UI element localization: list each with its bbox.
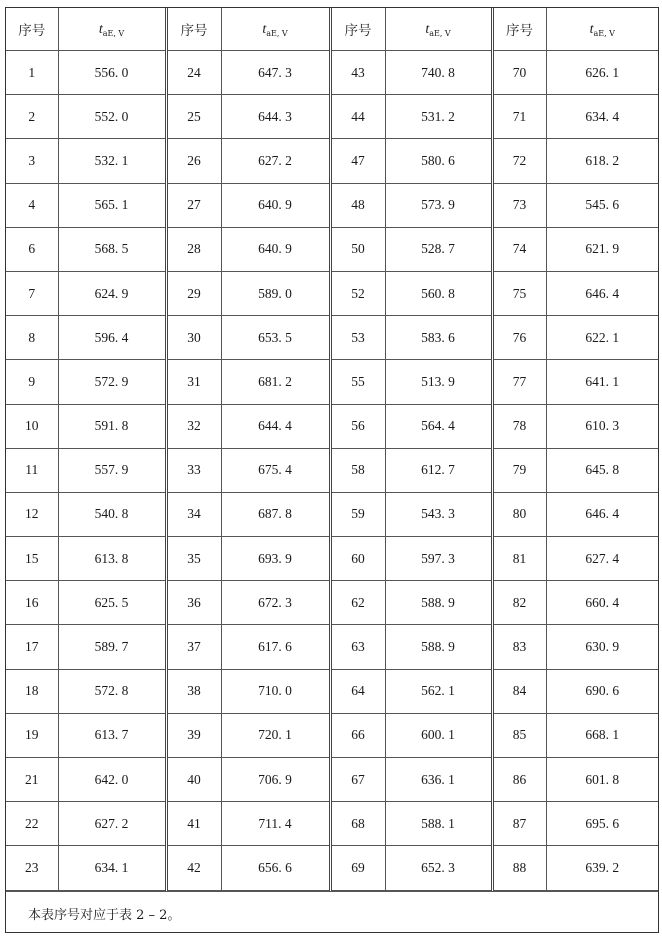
index-cell: 68 — [330, 802, 385, 846]
value-cell: 540. 8 — [58, 492, 166, 536]
value-cell: 545. 6 — [546, 183, 658, 227]
index-cell: 35 — [166, 537, 221, 581]
index-cell: 24 — [166, 51, 221, 95]
index-cell: 33 — [166, 448, 221, 492]
value-cell: 543. 3 — [385, 492, 492, 536]
index-cell: 64 — [330, 669, 385, 713]
table-row — [6, 625, 658, 669]
value-cell: 596. 4 — [58, 316, 166, 360]
value-cell: 634. 4 — [546, 95, 658, 139]
index-cell: 6 — [6, 227, 58, 271]
index-cell: 67 — [330, 758, 385, 802]
index-cell: 4 — [6, 183, 58, 227]
index-cell: 9 — [6, 360, 58, 404]
table-row — [6, 492, 658, 536]
index-cell: 15 — [6, 537, 58, 581]
value-cell: 557. 9 — [58, 448, 166, 492]
value-cell: 640. 9 — [221, 227, 330, 271]
index-cell: 58 — [330, 448, 385, 492]
value-cell: 668. 1 — [546, 713, 658, 757]
value-cell: 640. 9 — [221, 183, 330, 227]
value-cell: 583. 6 — [385, 316, 492, 360]
index-cell: 50 — [330, 227, 385, 271]
index-cell: 16 — [6, 581, 58, 625]
value-header: $t_{aE, V}$ — [221, 8, 330, 51]
index-cell: 34 — [166, 492, 221, 536]
value-cell: 613. 7 — [58, 713, 166, 757]
index-cell: 79 — [492, 448, 546, 492]
index-cell: 30 — [166, 316, 221, 360]
value-cell: 675. 4 — [221, 448, 330, 492]
value-cell: 644. 4 — [221, 404, 330, 448]
index-cell: 41 — [166, 802, 221, 846]
value-cell: 589. 0 — [221, 271, 330, 315]
value-cell: 711. 4 — [221, 802, 330, 846]
value-cell: 706. 9 — [221, 758, 330, 802]
index-cell: 48 — [330, 183, 385, 227]
index-cell: 47 — [330, 139, 385, 183]
value-cell: 693. 9 — [221, 537, 330, 581]
index-cell: 55 — [330, 360, 385, 404]
index-cell: 36 — [166, 581, 221, 625]
index-header: 序号 — [166, 8, 221, 51]
value-cell: 552. 0 — [58, 95, 166, 139]
table-row — [6, 139, 658, 183]
value-cell: 641. 1 — [546, 360, 658, 404]
value-cell: 646. 4 — [546, 271, 658, 315]
header-row — [6, 8, 658, 51]
value-cell: 565. 1 — [58, 183, 166, 227]
value-cell: 720. 1 — [221, 713, 330, 757]
index-cell: 77 — [492, 360, 546, 404]
value-cell: 627. 2 — [58, 802, 166, 846]
index-cell: 70 — [492, 51, 546, 95]
value-cell: 690. 6 — [546, 669, 658, 713]
value-cell: 589. 7 — [58, 625, 166, 669]
index-cell: 10 — [6, 404, 58, 448]
index-cell: 75 — [492, 271, 546, 315]
table-row — [6, 448, 658, 492]
index-cell: 39 — [166, 713, 221, 757]
value-cell: 626. 1 — [546, 51, 658, 95]
index-cell: 86 — [492, 758, 546, 802]
index-cell: 21 — [6, 758, 58, 802]
value-cell: 646. 4 — [546, 492, 658, 536]
value-cell: 645. 8 — [546, 448, 658, 492]
table-row — [6, 404, 658, 448]
value-cell: 647. 3 — [221, 51, 330, 95]
index-cell: 38 — [166, 669, 221, 713]
value-cell: 556. 0 — [58, 51, 166, 95]
index-cell: 1 — [6, 51, 58, 95]
table-row — [6, 802, 658, 846]
index-cell: 31 — [166, 360, 221, 404]
value-cell: 610. 3 — [546, 404, 658, 448]
index-cell: 84 — [492, 669, 546, 713]
index-cell: 26 — [166, 139, 221, 183]
value-cell: 652. 3 — [385, 846, 492, 890]
value-cell: 621. 9 — [546, 227, 658, 271]
index-cell: 40 — [166, 758, 221, 802]
value-cell: 687. 8 — [221, 492, 330, 536]
table-row — [6, 537, 658, 581]
table-row — [6, 51, 658, 95]
table-row — [6, 713, 658, 757]
index-cell: 56 — [330, 404, 385, 448]
index-cell: 3 — [6, 139, 58, 183]
value-cell: 653. 5 — [221, 316, 330, 360]
value-cell: 681. 2 — [221, 360, 330, 404]
index-cell: 60 — [330, 537, 385, 581]
value-cell: 612. 7 — [385, 448, 492, 492]
index-cell: 28 — [166, 227, 221, 271]
value-cell: 580. 6 — [385, 139, 492, 183]
value-cell: 630. 9 — [546, 625, 658, 669]
index-cell: 32 — [166, 404, 221, 448]
value-cell: 572. 8 — [58, 669, 166, 713]
table-footnote: 本表序号对应于表 2 – 2。 — [6, 891, 658, 931]
table-row — [6, 758, 658, 802]
value-cell: 627. 2 — [221, 139, 330, 183]
index-cell: 17 — [6, 625, 58, 669]
table-row — [6, 271, 658, 315]
value-cell: 588. 9 — [385, 625, 492, 669]
table-row — [6, 846, 658, 890]
index-cell: 52 — [330, 271, 385, 315]
index-cell: 88 — [492, 846, 546, 890]
value-cell: 660. 4 — [546, 581, 658, 625]
value-cell: 513. 9 — [385, 360, 492, 404]
table-row — [6, 581, 658, 625]
index-cell: 69 — [330, 846, 385, 890]
index-cell: 42 — [166, 846, 221, 890]
index-cell: 76 — [492, 316, 546, 360]
index-cell: 85 — [492, 713, 546, 757]
index-cell: 81 — [492, 537, 546, 581]
index-cell: 19 — [6, 713, 58, 757]
value-cell: 695. 6 — [546, 802, 658, 846]
table-row — [6, 316, 658, 360]
index-cell: 74 — [492, 227, 546, 271]
index-cell: 80 — [492, 492, 546, 536]
index-cell: 23 — [6, 846, 58, 890]
value-cell: 625. 5 — [58, 581, 166, 625]
value-cell: 531. 2 — [385, 95, 492, 139]
value-cell: 560. 8 — [385, 271, 492, 315]
value-cell: 564. 4 — [385, 404, 492, 448]
value-cell: 597. 3 — [385, 537, 492, 581]
index-cell: 22 — [6, 802, 58, 846]
index-cell: 37 — [166, 625, 221, 669]
value-cell: 591. 8 — [58, 404, 166, 448]
index-cell: 73 — [492, 183, 546, 227]
value-cell: 627. 4 — [546, 537, 658, 581]
value-cell: 562. 1 — [385, 669, 492, 713]
index-cell: 71 — [492, 95, 546, 139]
value-cell: 588. 9 — [385, 581, 492, 625]
index-cell: 59 — [330, 492, 385, 536]
index-header: 序号 — [330, 8, 385, 51]
index-cell: 25 — [166, 95, 221, 139]
index-header: 序号 — [492, 8, 546, 51]
value-cell: 601. 8 — [546, 758, 658, 802]
value-cell: 710. 0 — [221, 669, 330, 713]
index-header: 序号 — [6, 8, 58, 51]
value-cell: 624. 9 — [58, 271, 166, 315]
value-cell: 634. 1 — [58, 846, 166, 890]
index-cell: 82 — [492, 581, 546, 625]
value-cell: 588. 1 — [385, 802, 492, 846]
value-header: $t_{aE, V}$ — [546, 8, 658, 51]
value-cell: 600. 1 — [385, 713, 492, 757]
value-cell: 644. 3 — [221, 95, 330, 139]
index-cell: 66 — [330, 713, 385, 757]
value-cell: 528. 7 — [385, 227, 492, 271]
table-row — [6, 360, 658, 404]
index-cell: 83 — [492, 625, 546, 669]
value-cell: 622. 1 — [546, 316, 658, 360]
index-cell: 78 — [492, 404, 546, 448]
table-row — [6, 183, 658, 227]
data-table — [6, 8, 658, 891]
index-cell: 12 — [6, 492, 58, 536]
index-cell: 7 — [6, 271, 58, 315]
index-cell: 87 — [492, 802, 546, 846]
value-cell: 532. 1 — [58, 139, 166, 183]
value-cell: 642. 0 — [58, 758, 166, 802]
data-table-container — [5, 7, 659, 933]
value-cell: 636. 1 — [385, 758, 492, 802]
value-cell: 639. 2 — [546, 846, 658, 890]
index-cell: 53 — [330, 316, 385, 360]
value-cell: 572. 9 — [58, 360, 166, 404]
value-header: $t_{aE, V}$ — [58, 8, 166, 51]
value-cell: 740. 8 — [385, 51, 492, 95]
value-cell: 672. 3 — [221, 581, 330, 625]
index-cell: 62 — [330, 581, 385, 625]
index-cell: 8 — [6, 316, 58, 360]
index-cell: 27 — [166, 183, 221, 227]
index-cell: 29 — [166, 271, 221, 315]
index-cell: 2 — [6, 95, 58, 139]
value-cell: 568. 5 — [58, 227, 166, 271]
index-cell: 43 — [330, 51, 385, 95]
value-cell: 618. 2 — [546, 139, 658, 183]
index-cell: 63 — [330, 625, 385, 669]
value-cell: 573. 9 — [385, 183, 492, 227]
table-row — [6, 227, 658, 271]
index-cell: 11 — [6, 448, 58, 492]
value-header: $t_{aE, V}$ — [385, 8, 492, 51]
index-cell: 44 — [330, 95, 385, 139]
table-row — [6, 95, 658, 139]
table-row — [6, 669, 658, 713]
index-cell: 18 — [6, 669, 58, 713]
value-cell: 617. 6 — [221, 625, 330, 669]
value-cell: 656. 6 — [221, 846, 330, 890]
value-cell: 613. 8 — [58, 537, 166, 581]
index-cell: 72 — [492, 139, 546, 183]
